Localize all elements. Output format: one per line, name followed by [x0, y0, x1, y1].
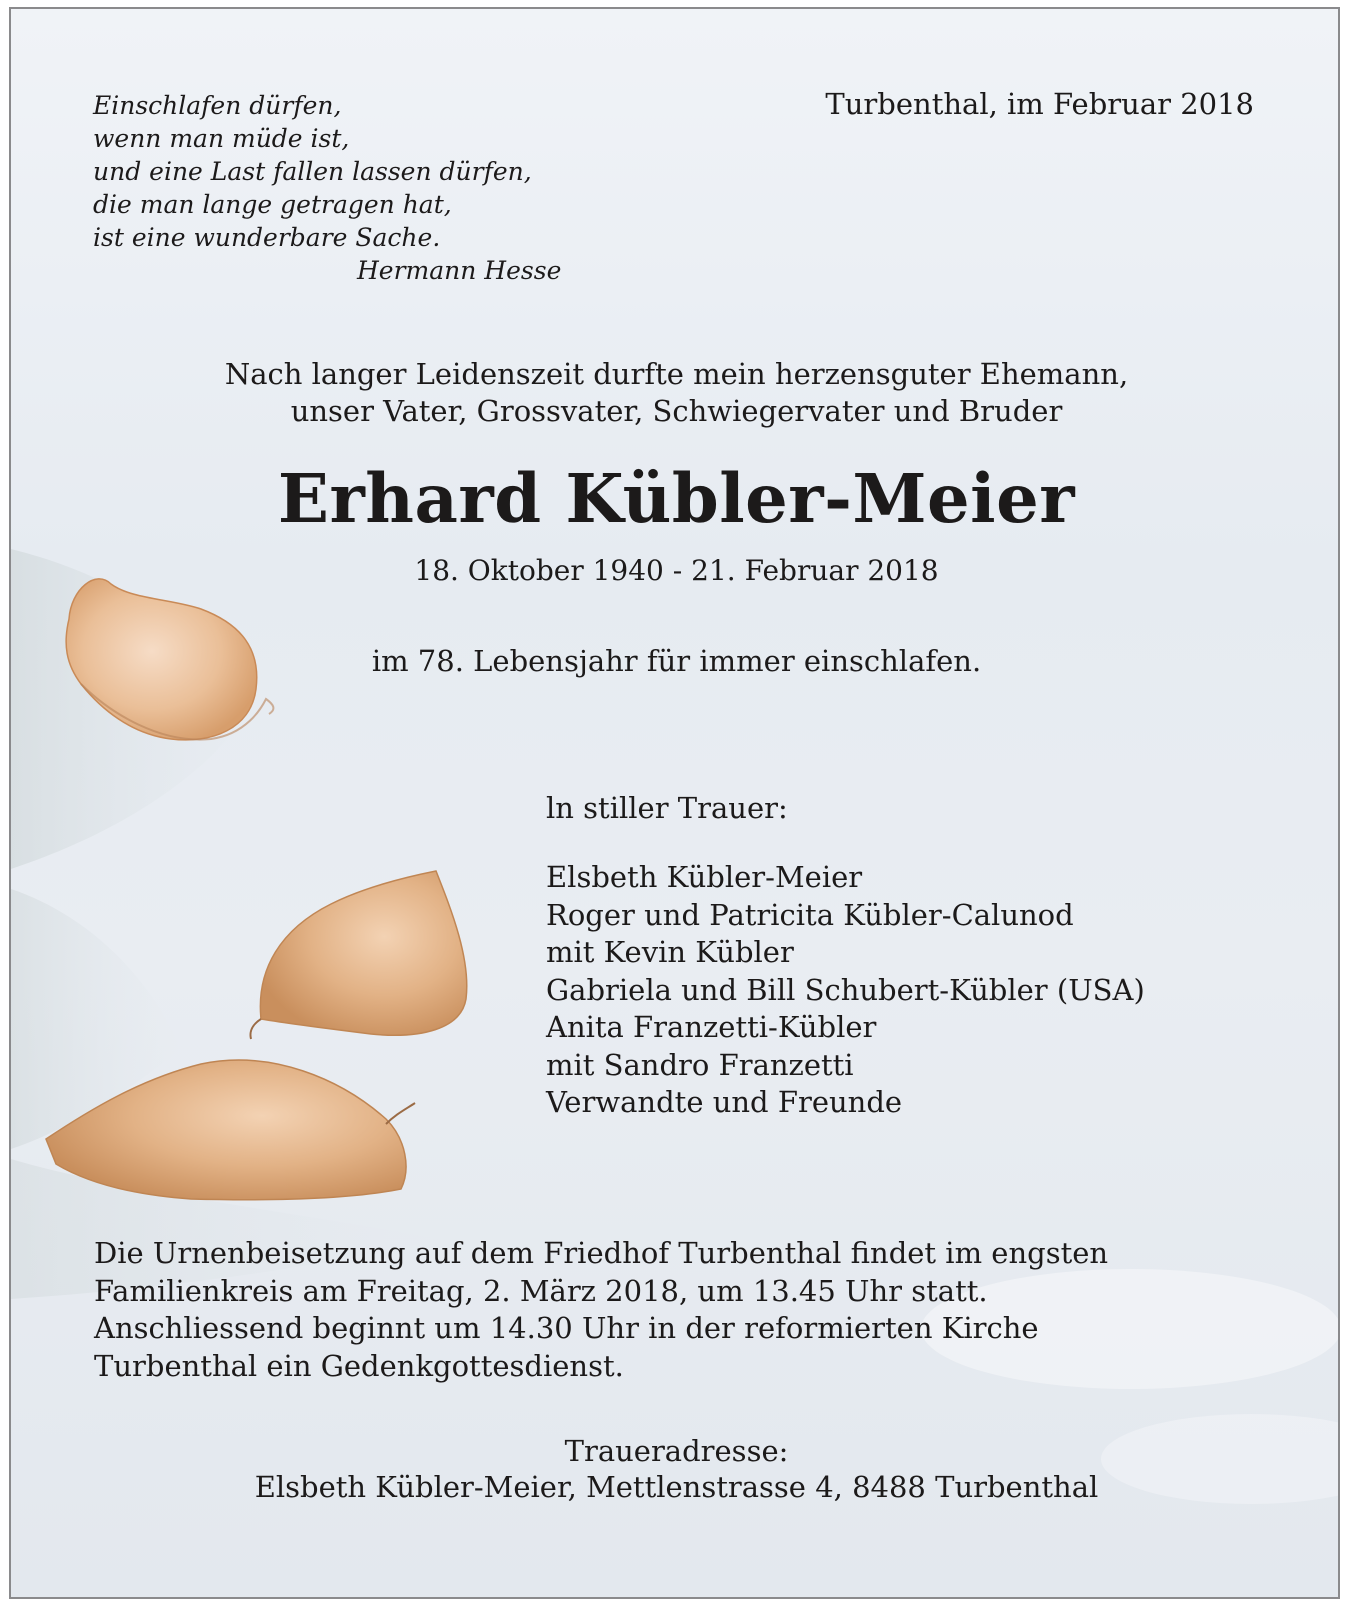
poem-line: ist eine wunderbare Sache. [93, 223, 441, 252]
funeral-line: Turbenthal ein Gedenkgottesdienst. [94, 1348, 624, 1383]
mourner-line: Elsbeth Kübler-Meier [546, 860, 863, 894]
mourner-line: Verwandte und Freunde [546, 1085, 903, 1119]
life-dates: 18. Oktober 1940 - 21. Februar 2018 [414, 554, 939, 587]
mourner-line: mit Sandro Franzetti [546, 1047, 854, 1082]
mourners-list [546, 859, 1145, 1122]
intro-text [11, 356, 1340, 430]
obituary-card [9, 7, 1340, 1599]
poem-line: Einschlafen dürfen, [93, 91, 342, 120]
poem-author: Hermann Hesse [357, 256, 562, 285]
mourner-line: Roger und Patricita Kübler-Calunod [546, 897, 1074, 932]
age-text: im 78. Lebensjahr für immer einschlafen. [371, 644, 982, 678]
poem-line: und eine Last fallen lassen dürfen, [93, 157, 532, 186]
intro-line: unser Vater, Grossvater, Schwiegervater und Bruder [290, 394, 1063, 428]
funeral-line: Anschliessend beginnt um 14.30 Uhr in der reformierten Kirche [94, 1311, 1039, 1345]
intro-line: Nach langer Leidenszeit durfte mein herzensguter Ehemann, [224, 357, 1129, 391]
leaf-middle [260, 871, 466, 1035]
mourning-address: Elsbeth Kübler-Meier, Mettlenstrasse 4, 8488 Turbenthal [254, 1470, 1099, 1504]
leaf-bottom-stem [386, 1103, 415, 1124]
leaf-middle-stem [250, 1019, 261, 1039]
mourner-line: Gabriela und Bill Schubert-Kübler (USA) [546, 972, 1145, 1007]
funeral-line: Familienkreis am Freitag, 2. März 2018, um 13.45 Uhr statt. [94, 1273, 988, 1308]
deceased-name: Erhard Kübler-Meier [277, 459, 1076, 538]
mourner-line: Anita Franzetti-Kübler [546, 1010, 877, 1044]
mourners-heading: ln stiller Trauer: [546, 791, 788, 825]
place-and-date: Turbenthal, im Februar 2018 [825, 87, 1254, 121]
poem-line: wenn man müde ist, [93, 124, 350, 153]
poem-line: die man lange getragen hat, [93, 190, 452, 219]
funeral-line: Die Urnenbeisetzung auf dem Friedhof Turbenthal findet im engsten [94, 1236, 1109, 1270]
funeral-notice [94, 1235, 1108, 1385]
address-heading: Traueradresse: [564, 1434, 789, 1468]
mourner-line: mit Kevin Kübler [546, 935, 794, 969]
poem [93, 89, 561, 287]
